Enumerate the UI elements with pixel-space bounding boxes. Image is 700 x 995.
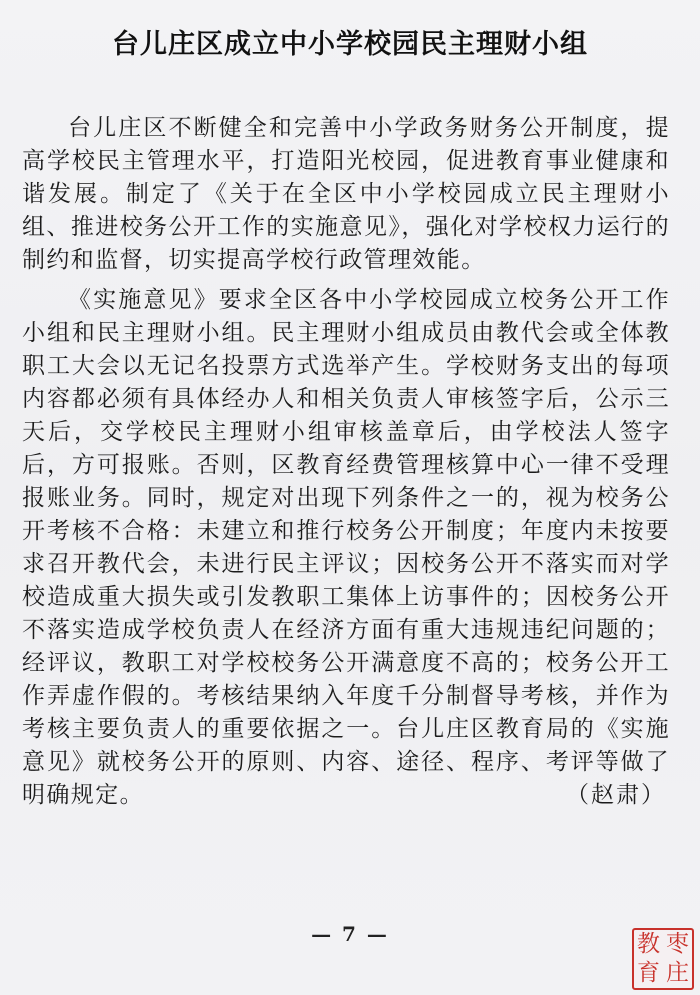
author-credit: （赵肃） [566,782,666,808]
seal-char: 庄 [666,960,689,986]
seal-char: 枣 [666,931,689,957]
seal-char: 育 [637,960,660,986]
article-body [22,112,670,812]
page-number: — 7 — [311,922,389,946]
paragraph-2 [22,284,670,812]
red-seal-stamp [632,928,694,990]
paragraph-2-text: 《实施意见》要求全区各中小学校园成立校务公开工作小组和民主理财小组。民主理财小组成员由教代会或全体教职工大会以无记名投票方式选举产生。学校财务支出的每项内容都必须有具体经办人和相关负责人审核签字后，公示三天后，交学校民主理财小组审核盖章后，由学校法人签字后，方可报账。否则，区教育经费管理核算中心一律不受理报账业务。同时，规定对出现下列条件之一的，视为校务公开考核不合格：未建立和推行校务公开制度；年度内未按要求召开教代会，未进行民主评议；因校务公开不落实而对学校造成重大损失或引发教职工集体上访事件的；因校务公开不落实造成学校负责人在经济方面有重大违规违纪问题的；经评议，教职工对学校校务公开满意度不高的；校务公开工作弄虚作假的。考核结果纳入年度千分制督导考核，并作为考核主要负责人的重要依据之一。台儿庄区教育局的《实施意见》就校务公开的原则、内容、途径、程序、考评等做了明确规定。 [22,287,670,808]
seal-char: 教 [637,931,660,957]
paragraph-1: 台儿庄区不断健全和完善中小学政务财务公开制度，提高学校民主管理水平，打造阳光校园，促进教育事业健康和谐发展。制定了《关于在全区中小学校园成立民主理财小组、推进校务公开工作的实施意见》，强化对学校权力运行的制约和监督，切实提高学校行政管理效能。 [22,115,670,273]
article-title: 台儿庄区成立中小学校园民主理财小组 [112,29,588,60]
